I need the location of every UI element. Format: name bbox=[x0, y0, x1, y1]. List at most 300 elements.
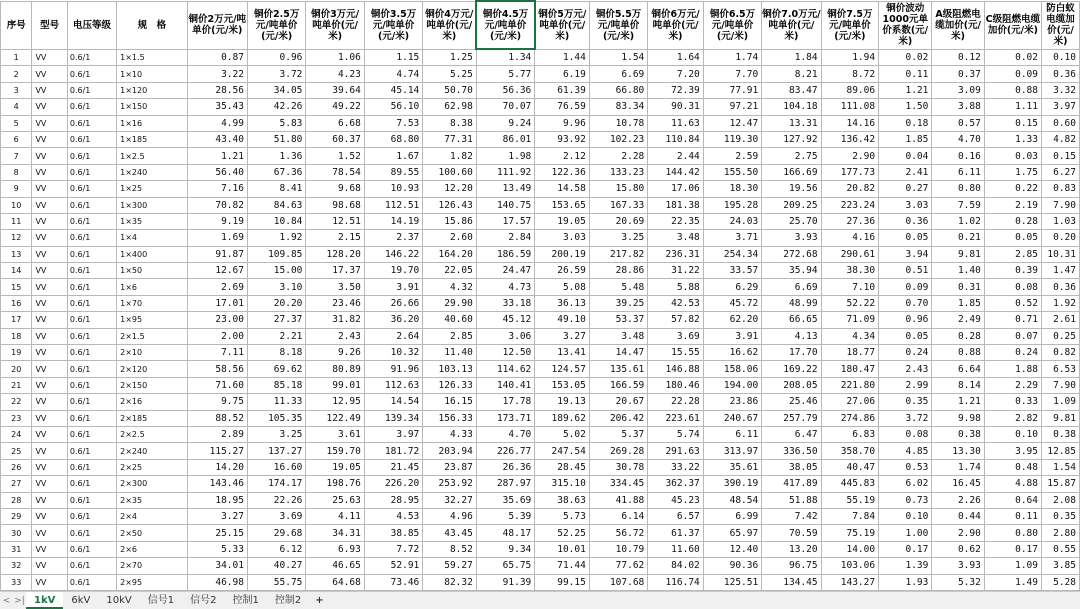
table-cell[interactable]: 25.70 bbox=[762, 213, 821, 229]
table-cell[interactable]: 0.35 bbox=[879, 394, 932, 410]
table-cell[interactable]: 19.05 bbox=[535, 213, 590, 229]
table-cell[interactable]: 0.6/1 bbox=[67, 410, 116, 426]
table-cell[interactable]: 3.72 bbox=[247, 66, 305, 82]
table-cell[interactable]: 1.94 bbox=[821, 49, 878, 66]
table-cell[interactable]: 31 bbox=[1, 541, 32, 557]
table-cell[interactable]: 90.36 bbox=[703, 558, 761, 574]
column-header[interactable]: 规 格 bbox=[117, 1, 187, 49]
table-cell[interactable]: 1.49 bbox=[984, 574, 1041, 590]
table-cell[interactable]: 206.42 bbox=[589, 410, 647, 426]
table-cell[interactable]: 1×70 bbox=[117, 295, 187, 311]
table-cell[interactable]: 186.59 bbox=[476, 246, 534, 262]
table-cell[interactable]: VV bbox=[32, 508, 67, 524]
table-cell[interactable]: 6.19 bbox=[535, 66, 590, 82]
table-cell[interactable]: 7.20 bbox=[648, 66, 704, 82]
table-cell[interactable]: 3.22 bbox=[187, 66, 247, 82]
table-cell[interactable]: 1.54 bbox=[1041, 459, 1079, 475]
table-cell[interactable]: 15.00 bbox=[247, 263, 305, 279]
table-cell[interactable]: 38.05 bbox=[762, 459, 821, 475]
table-cell[interactable]: 3.97 bbox=[364, 426, 422, 442]
table-cell[interactable]: 6.83 bbox=[821, 426, 878, 442]
table-cell[interactable]: 12.40 bbox=[703, 541, 761, 557]
table-cell[interactable]: 48.54 bbox=[703, 492, 761, 508]
table-cell[interactable]: 1×2.5 bbox=[117, 148, 187, 164]
table-cell[interactable]: 3.91 bbox=[364, 279, 422, 295]
table-cell[interactable]: 7 bbox=[1, 148, 32, 164]
table-cell[interactable]: 2.49 bbox=[932, 312, 984, 328]
sheet-tab[interactable]: 信号2 bbox=[190, 595, 217, 606]
table-cell[interactable]: 3.09 bbox=[932, 82, 984, 98]
table-cell[interactable]: 0.57 bbox=[932, 115, 984, 131]
table-cell[interactable]: 0.08 bbox=[984, 279, 1041, 295]
table-cell[interactable]: 11.40 bbox=[423, 345, 477, 361]
table-cell[interactable]: 10.78 bbox=[589, 115, 647, 131]
table-cell[interactable]: 0.33 bbox=[984, 394, 1041, 410]
table-cell[interactable]: 0.6/1 bbox=[67, 525, 116, 541]
table-cell[interactable]: 2.89 bbox=[187, 426, 247, 442]
table-cell[interactable]: 3.93 bbox=[932, 558, 984, 574]
table-cell[interactable]: 7.70 bbox=[703, 66, 761, 82]
table-cell[interactable]: 2×35 bbox=[117, 492, 187, 508]
table-cell[interactable]: 2.41 bbox=[879, 164, 932, 180]
table-cell[interactable]: 0.20 bbox=[1041, 230, 1079, 246]
table-cell[interactable]: 4.99 bbox=[187, 115, 247, 131]
table-cell[interactable]: 24.03 bbox=[703, 213, 761, 229]
table-cell[interactable]: 5.08 bbox=[535, 279, 590, 295]
table-cell[interactable]: 6.64 bbox=[932, 361, 984, 377]
table-cell[interactable]: 146.22 bbox=[364, 246, 422, 262]
table-cell[interactable]: 26.66 bbox=[364, 295, 422, 311]
table-cell[interactable]: VV bbox=[32, 197, 67, 213]
table-cell[interactable]: 8.21 bbox=[762, 66, 821, 82]
table-cell[interactable]: 42.53 bbox=[648, 295, 704, 311]
table-cell[interactable]: 0.6/1 bbox=[67, 115, 116, 131]
table-cell[interactable]: 19.13 bbox=[535, 394, 590, 410]
table-cell[interactable]: 174.17 bbox=[247, 476, 305, 492]
table-cell[interactable]: 0.39 bbox=[984, 263, 1041, 279]
table-cell[interactable]: 13 bbox=[1, 246, 32, 262]
table-cell[interactable]: 6.11 bbox=[932, 164, 984, 180]
table-cell[interactable]: 12.50 bbox=[476, 345, 534, 361]
table-cell[interactable]: 9.19 bbox=[187, 213, 247, 229]
table-cell[interactable]: 43.40 bbox=[187, 131, 247, 147]
table-cell[interactable]: VV bbox=[32, 230, 67, 246]
table-cell[interactable]: 23 bbox=[1, 410, 32, 426]
table-cell[interactable]: 2.59 bbox=[703, 148, 761, 164]
table-cell[interactable]: 0.6/1 bbox=[67, 279, 116, 295]
table-cell[interactable]: 0.64 bbox=[984, 492, 1041, 508]
table-cell[interactable]: 15 bbox=[1, 279, 32, 295]
table-cell[interactable]: 1.25 bbox=[423, 49, 477, 66]
table-cell[interactable]: 68.80 bbox=[364, 131, 422, 147]
table-cell[interactable]: 91.39 bbox=[476, 574, 534, 590]
table-cell[interactable]: 254.34 bbox=[703, 246, 761, 262]
table-cell[interactable]: 336.50 bbox=[762, 443, 821, 459]
table-cell[interactable]: 156.33 bbox=[423, 410, 477, 426]
table-cell[interactable]: 14.20 bbox=[187, 459, 247, 475]
table-cell[interactable]: 12.95 bbox=[306, 394, 364, 410]
table-cell[interactable]: 0.6/1 bbox=[67, 131, 116, 147]
table-cell[interactable]: 13.20 bbox=[762, 541, 821, 557]
table-cell[interactable]: 124.57 bbox=[535, 361, 590, 377]
table-cell[interactable]: 2.28 bbox=[589, 148, 647, 164]
table-cell[interactable]: 362.37 bbox=[648, 476, 704, 492]
table-cell[interactable]: 4.34 bbox=[821, 328, 878, 344]
table-cell[interactable]: 3.94 bbox=[879, 246, 932, 262]
prev-sheet-icon[interactable]: < bbox=[2, 595, 11, 606]
table-cell[interactable]: 143.27 bbox=[821, 574, 878, 590]
table-cell[interactable]: 0.87 bbox=[187, 49, 247, 66]
table-cell[interactable]: 0.96 bbox=[879, 312, 932, 328]
table-cell[interactable]: 0.6/1 bbox=[67, 66, 116, 82]
table-cell[interactable]: 1.34 bbox=[476, 49, 534, 66]
table-cell[interactable]: 11.63 bbox=[648, 115, 704, 131]
table-cell[interactable]: 4.74 bbox=[364, 66, 422, 82]
table-cell[interactable]: 55.19 bbox=[821, 492, 878, 508]
table-cell[interactable]: 1×400 bbox=[117, 246, 187, 262]
table-cell[interactable]: 257.79 bbox=[762, 410, 821, 426]
table-cell[interactable]: 203.94 bbox=[423, 443, 477, 459]
table-cell[interactable]: 0.11 bbox=[984, 508, 1041, 524]
table-cell[interactable]: 0.6/1 bbox=[67, 574, 116, 590]
table-cell[interactable]: 0.05 bbox=[984, 230, 1041, 246]
table-cell[interactable]: 0.51 bbox=[879, 263, 932, 279]
table-cell[interactable]: 31.82 bbox=[306, 312, 364, 328]
table-cell[interactable]: 56.72 bbox=[589, 525, 647, 541]
table-cell[interactable]: 96.75 bbox=[762, 558, 821, 574]
table-cell[interactable]: 313.97 bbox=[703, 443, 761, 459]
table-cell[interactable]: VV bbox=[32, 164, 67, 180]
table-cell[interactable]: 4.33 bbox=[423, 426, 477, 442]
table-cell[interactable]: 0.02 bbox=[879, 49, 932, 66]
table-cell[interactable]: VV bbox=[32, 213, 67, 229]
table-cell[interactable]: 86.01 bbox=[476, 131, 534, 147]
table-cell[interactable]: 4.88 bbox=[984, 476, 1041, 492]
table-cell[interactable]: 25.15 bbox=[187, 525, 247, 541]
table-cell[interactable]: 119.30 bbox=[703, 131, 761, 147]
table-cell[interactable]: 1.21 bbox=[879, 82, 932, 98]
table-cell[interactable]: VV bbox=[32, 459, 67, 475]
table-cell[interactable]: 30 bbox=[1, 525, 32, 541]
table-cell[interactable]: 2×50 bbox=[117, 525, 187, 541]
table-cell[interactable]: 24 bbox=[1, 426, 32, 442]
table-cell[interactable]: 29.68 bbox=[247, 525, 305, 541]
table-cell[interactable]: 2.19 bbox=[984, 197, 1041, 213]
table-cell[interactable]: 13.30 bbox=[932, 443, 984, 459]
table-cell[interactable]: VV bbox=[32, 410, 67, 426]
table-cell[interactable]: 217.82 bbox=[589, 246, 647, 262]
table-cell[interactable]: 4.23 bbox=[306, 66, 364, 82]
table-cell[interactable]: 1×1.5 bbox=[117, 49, 187, 66]
table-cell[interactable]: 28.86 bbox=[589, 263, 647, 279]
table-cell[interactable]: 221.80 bbox=[821, 377, 878, 393]
table-cell[interactable]: 77.62 bbox=[589, 558, 647, 574]
table-cell[interactable]: 137.27 bbox=[247, 443, 305, 459]
table-cell[interactable]: 5.28 bbox=[1041, 574, 1079, 590]
table-cell[interactable]: 35.43 bbox=[187, 99, 247, 115]
table-cell[interactable]: 0.28 bbox=[932, 328, 984, 344]
table-cell[interactable]: 0.12 bbox=[932, 49, 984, 66]
column-header[interactable]: A级阻燃电缆加价(元/米) bbox=[932, 1, 984, 49]
table-cell[interactable]: 1.92 bbox=[247, 230, 305, 246]
table-cell[interactable]: 102.23 bbox=[589, 131, 647, 147]
sheet-tab[interactable]: 控制1 bbox=[232, 595, 259, 606]
table-cell[interactable]: 22.28 bbox=[648, 394, 704, 410]
table-cell[interactable]: 77.31 bbox=[423, 131, 477, 147]
table-cell[interactable]: 122.49 bbox=[306, 410, 364, 426]
table-cell[interactable]: 1.11 bbox=[984, 99, 1041, 115]
table-cell[interactable]: 7.11 bbox=[187, 345, 247, 361]
table-cell[interactable]: 6 bbox=[1, 131, 32, 147]
table-cell[interactable]: 3.69 bbox=[648, 328, 704, 344]
table-cell[interactable]: 69.62 bbox=[247, 361, 305, 377]
table-cell[interactable]: 2×120 bbox=[117, 361, 187, 377]
table-cell[interactable]: VV bbox=[32, 525, 67, 541]
table-cell[interactable]: 3.85 bbox=[1041, 558, 1079, 574]
table-cell[interactable]: 7.59 bbox=[932, 197, 984, 213]
table-cell[interactable]: 1 bbox=[1, 49, 32, 66]
table-cell[interactable]: 16.15 bbox=[423, 394, 477, 410]
table-cell[interactable]: 17.70 bbox=[762, 345, 821, 361]
table-cell[interactable]: VV bbox=[32, 148, 67, 164]
table-cell[interactable]: 0.25 bbox=[1041, 328, 1079, 344]
table-cell[interactable]: 2×185 bbox=[117, 410, 187, 426]
table-cell[interactable]: 24.47 bbox=[476, 263, 534, 279]
column-header[interactable]: 铜价6.5万元/吨单价(元/米) bbox=[703, 1, 761, 49]
table-cell[interactable]: 272.68 bbox=[762, 246, 821, 262]
table-cell[interactable]: 287.97 bbox=[476, 476, 534, 492]
table-cell[interactable]: 89.55 bbox=[364, 164, 422, 180]
table-cell[interactable]: 36.13 bbox=[535, 295, 590, 311]
table-cell[interactable]: 226.77 bbox=[476, 443, 534, 459]
table-cell[interactable]: 75.19 bbox=[821, 525, 878, 541]
table-cell[interactable]: 2.82 bbox=[984, 410, 1041, 426]
table-cell[interactable]: 41.88 bbox=[589, 492, 647, 508]
column-header[interactable]: 铜价2.5万元/吨单价(元/米) bbox=[247, 1, 305, 49]
table-cell[interactable]: 0.53 bbox=[879, 459, 932, 475]
table-cell[interactable]: 28.56 bbox=[187, 82, 247, 98]
table-cell[interactable]: 115.27 bbox=[187, 443, 247, 459]
table-cell[interactable]: 39.64 bbox=[306, 82, 364, 98]
table-cell[interactable]: 23.86 bbox=[703, 394, 761, 410]
table-cell[interactable]: 6.69 bbox=[762, 279, 821, 295]
table-cell[interactable]: 10.84 bbox=[247, 213, 305, 229]
table-cell[interactable]: 0.37 bbox=[932, 66, 984, 82]
table-cell[interactable]: 0.15 bbox=[1041, 148, 1079, 164]
table-cell[interactable]: 5.02 bbox=[535, 426, 590, 442]
table-cell[interactable]: 1.44 bbox=[535, 49, 590, 66]
table-cell[interactable]: 290.61 bbox=[821, 246, 878, 262]
sheet-tab[interactable]: 10kV bbox=[106, 595, 132, 606]
table-cell[interactable]: 153.05 bbox=[535, 377, 590, 393]
table-cell[interactable]: 0.38 bbox=[932, 426, 984, 442]
table-cell[interactable]: 35.94 bbox=[762, 263, 821, 279]
table-cell[interactable]: 3.72 bbox=[879, 410, 932, 426]
table-cell[interactable]: 1.92 bbox=[1041, 295, 1079, 311]
table-cell[interactable]: 12.51 bbox=[306, 213, 364, 229]
table-cell[interactable]: 4.16 bbox=[821, 230, 878, 246]
table-cell[interactable]: 0.36 bbox=[1041, 279, 1079, 295]
table-cell[interactable]: 80.89 bbox=[306, 361, 364, 377]
table-cell[interactable]: 12.20 bbox=[423, 181, 477, 197]
table-cell[interactable]: 167.33 bbox=[589, 197, 647, 213]
table-cell[interactable]: 8.72 bbox=[821, 66, 878, 82]
table-cell[interactable]: 0.6/1 bbox=[67, 328, 116, 344]
table-cell[interactable]: 1×95 bbox=[117, 312, 187, 328]
table-cell[interactable]: 7.10 bbox=[821, 279, 878, 295]
table-cell[interactable]: 159.70 bbox=[306, 443, 364, 459]
table-cell[interactable]: 26 bbox=[1, 459, 32, 475]
table-cell[interactable]: 1×35 bbox=[117, 213, 187, 229]
table-cell[interactable]: 49.10 bbox=[535, 312, 590, 328]
table-cell[interactable]: 0.6/1 bbox=[67, 312, 116, 328]
table-cell[interactable]: 4 bbox=[1, 99, 32, 115]
table-cell[interactable]: VV bbox=[32, 82, 67, 98]
table-cell[interactable]: 158.06 bbox=[703, 361, 761, 377]
table-cell[interactable]: 73.46 bbox=[364, 574, 422, 590]
table-cell[interactable]: 3.25 bbox=[247, 426, 305, 442]
table-cell[interactable]: 25.63 bbox=[306, 492, 364, 508]
table-cell[interactable]: 82.32 bbox=[423, 574, 477, 590]
table-cell[interactable]: 4.32 bbox=[423, 279, 477, 295]
table-cell[interactable]: 58.56 bbox=[187, 361, 247, 377]
table-cell[interactable]: 0.6/1 bbox=[67, 49, 116, 66]
table-cell[interactable]: 6.12 bbox=[247, 541, 305, 557]
table-cell[interactable]: 1×185 bbox=[117, 131, 187, 147]
column-header[interactable]: 电压等级 bbox=[67, 1, 116, 49]
table-cell[interactable]: 56.36 bbox=[476, 82, 534, 98]
table-cell[interactable]: 103.06 bbox=[821, 558, 878, 574]
table-cell[interactable]: 14 bbox=[1, 263, 32, 279]
table-cell[interactable]: 3.10 bbox=[247, 279, 305, 295]
table-cell[interactable]: 6.29 bbox=[703, 279, 761, 295]
table-cell[interactable]: 15.87 bbox=[1041, 476, 1079, 492]
table-cell[interactable]: 16.60 bbox=[247, 459, 305, 475]
table-cell[interactable]: 27.36 bbox=[821, 213, 878, 229]
table-cell[interactable]: 109.85 bbox=[247, 246, 305, 262]
table-cell[interactable]: 33.18 bbox=[476, 295, 534, 311]
table-cell[interactable]: 19 bbox=[1, 345, 32, 361]
table-cell[interactable]: 6.27 bbox=[1041, 164, 1079, 180]
column-header[interactable]: 序号 bbox=[1, 1, 32, 49]
table-cell[interactable]: 23.00 bbox=[187, 312, 247, 328]
table-cell[interactable]: VV bbox=[32, 49, 67, 66]
table-cell[interactable]: 60.37 bbox=[306, 131, 364, 147]
table-cell[interactable]: 1.06 bbox=[306, 49, 364, 66]
table-cell[interactable]: 17 bbox=[1, 312, 32, 328]
table-cell[interactable]: 40.60 bbox=[423, 312, 477, 328]
table-cell[interactable]: 1.36 bbox=[247, 148, 305, 164]
table-cell[interactable]: 140.41 bbox=[476, 377, 534, 393]
sheet-tab[interactable]: 6kV bbox=[71, 595, 91, 606]
table-cell[interactable]: 0.6/1 bbox=[67, 541, 116, 557]
table-cell[interactable]: 223.24 bbox=[821, 197, 878, 213]
table-cell[interactable]: 2.99 bbox=[879, 377, 932, 393]
table-cell[interactable]: 194.00 bbox=[703, 377, 761, 393]
table-cell[interactable]: 208.05 bbox=[762, 377, 821, 393]
table-cell[interactable]: 3.71 bbox=[703, 230, 761, 246]
table-cell[interactable]: 2.75 bbox=[762, 148, 821, 164]
table-cell[interactable]: 19.56 bbox=[762, 181, 821, 197]
table-cell[interactable]: 88.52 bbox=[187, 410, 247, 426]
table-cell[interactable]: 33.22 bbox=[648, 459, 704, 475]
table-cell[interactable]: 5.39 bbox=[476, 508, 534, 524]
column-header[interactable]: 防白蚁电缆加价(元/米) bbox=[1041, 1, 1079, 49]
table-cell[interactable]: 9.75 bbox=[187, 394, 247, 410]
table-cell[interactable]: 2.44 bbox=[648, 148, 704, 164]
table-cell[interactable]: 9.81 bbox=[1041, 410, 1079, 426]
table-cell[interactable]: 52.91 bbox=[364, 558, 422, 574]
table-cell[interactable]: 10.32 bbox=[364, 345, 422, 361]
table-cell[interactable]: 40.27 bbox=[247, 558, 305, 574]
table-cell[interactable]: 110.84 bbox=[648, 131, 704, 147]
table-cell[interactable]: 3.03 bbox=[879, 197, 932, 213]
table-cell[interactable]: 11.33 bbox=[247, 394, 305, 410]
table-cell[interactable]: 1.88 bbox=[984, 361, 1041, 377]
table-cell[interactable]: 71.09 bbox=[821, 312, 878, 328]
table-cell[interactable]: 155.50 bbox=[703, 164, 761, 180]
table-cell[interactable]: 2×6 bbox=[117, 541, 187, 557]
table-cell[interactable]: 0.17 bbox=[984, 541, 1041, 557]
table-cell[interactable]: 76.59 bbox=[535, 99, 590, 115]
table-cell[interactable]: 5.32 bbox=[932, 574, 984, 590]
table-cell[interactable]: 28 bbox=[1, 492, 32, 508]
table-cell[interactable]: 1.85 bbox=[932, 295, 984, 311]
table-cell[interactable]: 0.6/1 bbox=[67, 443, 116, 459]
table-cell[interactable]: 236.31 bbox=[648, 246, 704, 262]
table-cell[interactable]: 2×16 bbox=[117, 394, 187, 410]
table-cell[interactable]: 0.15 bbox=[984, 115, 1041, 131]
table-cell[interactable]: 51.80 bbox=[247, 131, 305, 147]
table-cell[interactable]: 17.01 bbox=[187, 295, 247, 311]
table-cell[interactable]: 4.11 bbox=[306, 508, 364, 524]
table-cell[interactable]: 166.59 bbox=[589, 377, 647, 393]
table-cell[interactable]: 3.88 bbox=[932, 99, 984, 115]
table-cell[interactable]: 48.17 bbox=[476, 525, 534, 541]
table-cell[interactable]: 0.08 bbox=[879, 426, 932, 442]
table-cell[interactable]: 0.05 bbox=[879, 230, 932, 246]
table-cell[interactable]: 5.83 bbox=[247, 115, 305, 131]
table-cell[interactable]: VV bbox=[32, 377, 67, 393]
table-cell[interactable]: 1×120 bbox=[117, 82, 187, 98]
table-cell[interactable]: 50.70 bbox=[423, 82, 477, 98]
column-header[interactable]: 铜价3.5万元/吨单价(元/米) bbox=[364, 1, 422, 49]
table-cell[interactable]: 3.32 bbox=[1041, 82, 1079, 98]
table-cell[interactable]: 20 bbox=[1, 361, 32, 377]
column-header[interactable]: 型号 bbox=[32, 1, 67, 49]
table-cell[interactable]: 0.6/1 bbox=[67, 394, 116, 410]
table-cell[interactable]: 72.39 bbox=[648, 82, 704, 98]
table-cell[interactable]: 71.44 bbox=[535, 558, 590, 574]
table-cell[interactable]: 1.52 bbox=[306, 148, 364, 164]
table-cell[interactable]: 1.47 bbox=[1041, 263, 1079, 279]
table-cell[interactable]: 78.54 bbox=[306, 164, 364, 180]
table-cell[interactable]: 13.31 bbox=[762, 115, 821, 131]
table-cell[interactable]: 200.19 bbox=[535, 246, 590, 262]
table-cell[interactable]: 169.22 bbox=[762, 361, 821, 377]
table-cell[interactable]: 0.80 bbox=[932, 181, 984, 197]
table-cell[interactable]: 445.83 bbox=[821, 476, 878, 492]
table-cell[interactable]: 5.33 bbox=[187, 541, 247, 557]
table-cell[interactable]: 6.57 bbox=[648, 508, 704, 524]
table-cell[interactable]: 2.64 bbox=[364, 328, 422, 344]
table-cell[interactable]: 34.05 bbox=[247, 82, 305, 98]
table-cell[interactable]: 2×300 bbox=[117, 476, 187, 492]
table-cell[interactable]: 38.85 bbox=[364, 525, 422, 541]
table-cell[interactable]: 0.71 bbox=[984, 312, 1041, 328]
table-cell[interactable]: 0.6/1 bbox=[67, 361, 116, 377]
table-cell[interactable]: 2.90 bbox=[932, 525, 984, 541]
